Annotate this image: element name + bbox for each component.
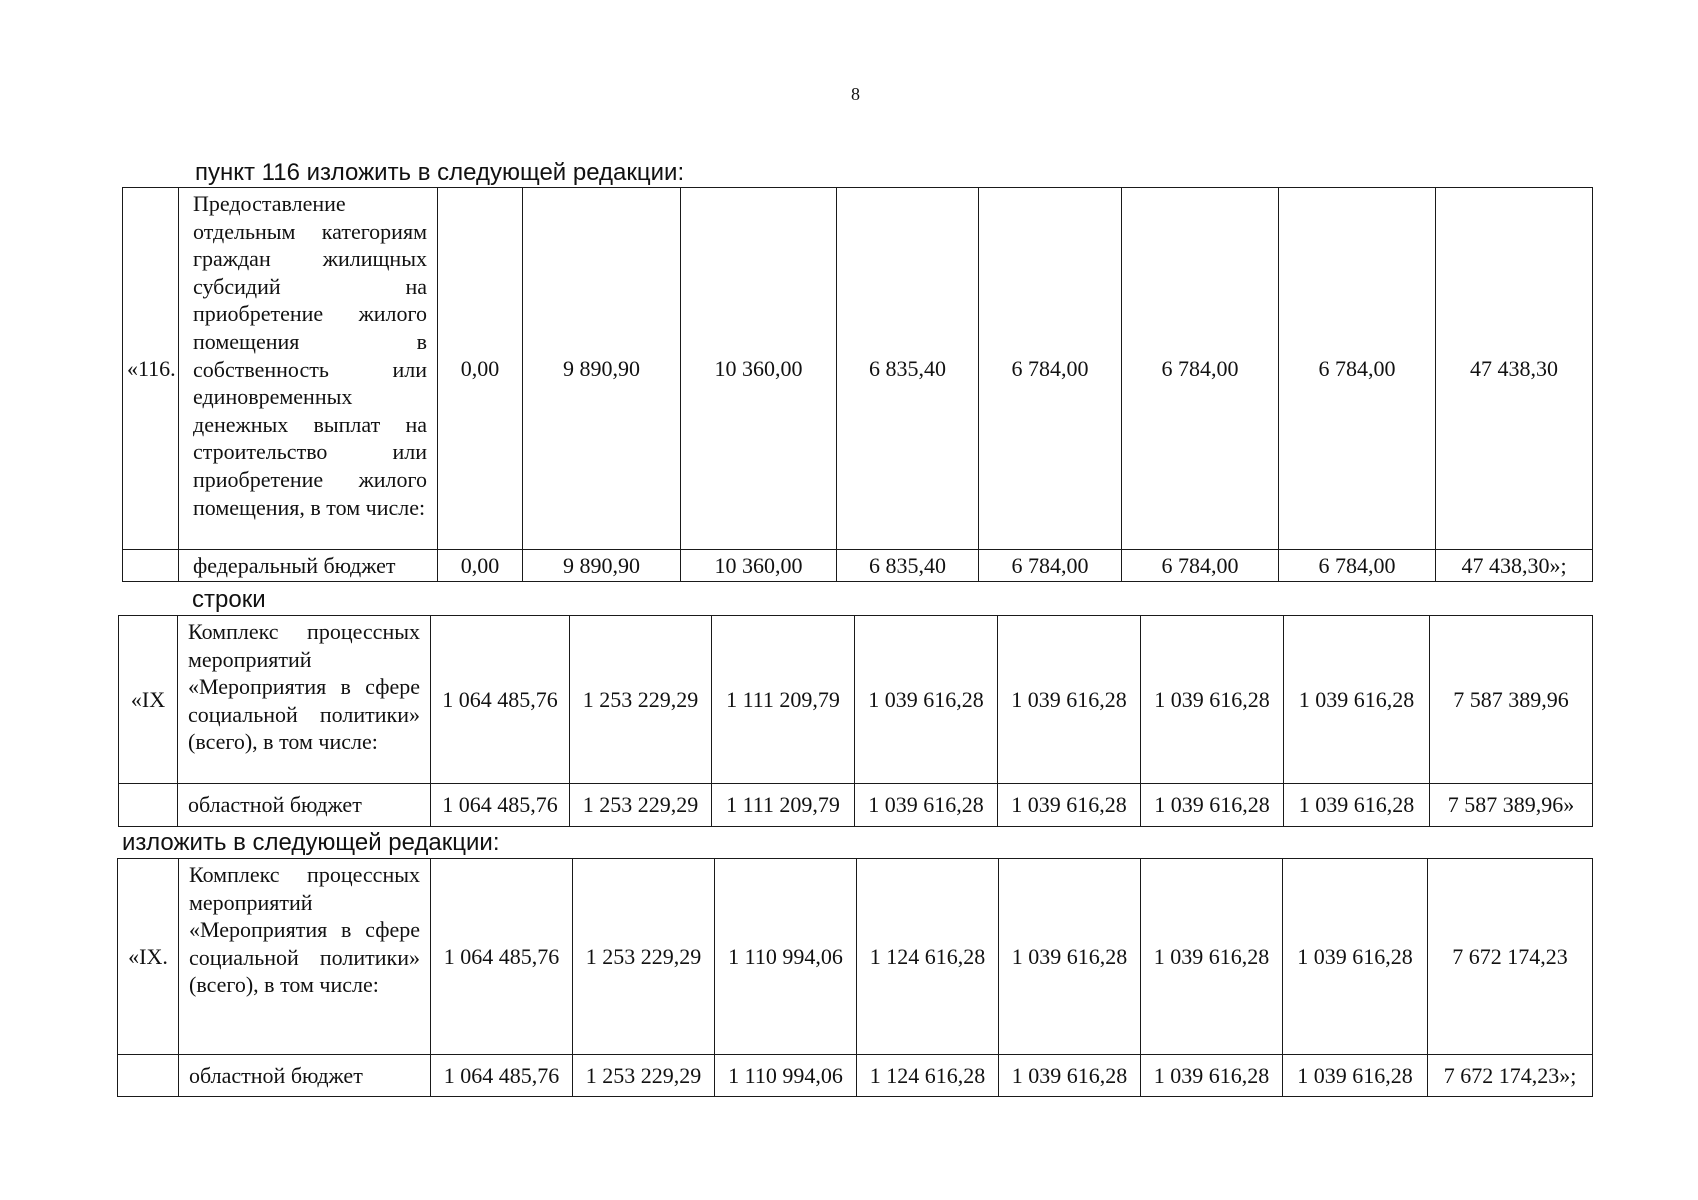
sub-value-cell-1: 1 064 485,76 — [431, 1055, 573, 1097]
value-cell-7: 6 784,00 — [1279, 188, 1436, 550]
value-cell-3: 1 111 209,79 — [712, 616, 855, 784]
amendment-intro-item-116: пункт 116 изложить в следующей редакции: — [195, 159, 685, 186]
value-cell-3: 10 360,00 — [681, 188, 837, 550]
value-cell-3: 1 110 994,06 — [715, 859, 857, 1055]
table-row-sub — [119, 784, 1593, 827]
value-cell-7: 1 039 616,28 — [1283, 859, 1428, 1055]
funding-source-cell: областной бюджет — [179, 1055, 431, 1097]
sub-value-cell-1: 0,00 — [438, 550, 523, 582]
sub-total-cell: 7 587 389,96» — [1430, 784, 1593, 827]
value-cell-5: 6 784,00 — [979, 188, 1122, 550]
total-cell: 47 438,30 — [1436, 188, 1593, 550]
row-number-cell-empty — [123, 550, 179, 582]
sub-value-cell-3: 1 110 994,06 — [715, 1055, 857, 1097]
row-number-cell-empty — [119, 784, 178, 827]
value-cell-6: 6 784,00 — [1122, 188, 1279, 550]
value-cell-4: 1 039 616,28 — [855, 616, 998, 784]
value-cell-1: 1 064 485,76 — [431, 859, 573, 1055]
value-cell-2: 1 253 229,29 — [570, 616, 712, 784]
budget-table-section-ix-new — [117, 858, 1593, 1097]
row-number-cell: «IX — [119, 616, 178, 784]
funding-source-cell: федеральный бюджет — [179, 550, 438, 582]
sub-total-cell: 47 438,30»; — [1436, 550, 1593, 582]
value-cell-2: 1 253 229,29 — [573, 859, 715, 1055]
row-number-cell: «116. — [123, 188, 179, 550]
page-number: 8 — [851, 84, 860, 104]
table-row-main — [119, 616, 1593, 784]
value-cell-6: 1 039 616,28 — [1141, 616, 1284, 784]
sub-value-cell-2: 1 253 229,29 — [573, 1055, 715, 1097]
sub-value-cell-6: 1 039 616,28 — [1141, 1055, 1283, 1097]
sub-value-cell-4: 1 124 616,28 — [857, 1055, 999, 1097]
value-cell-1: 0,00 — [438, 188, 523, 550]
table-row-main — [123, 188, 1593, 550]
sub-value-cell-4: 6 835,40 — [837, 550, 979, 582]
sub-value-cell-1: 1 064 485,76 — [431, 784, 570, 827]
sub-value-cell-5: 6 784,00 — [979, 550, 1122, 582]
sub-value-cell-6: 1 039 616,28 — [1141, 784, 1284, 827]
table-row-main — [118, 859, 1593, 1055]
value-cell-5: 1 039 616,28 — [998, 616, 1141, 784]
sub-value-cell-2: 1 253 229,29 — [570, 784, 712, 827]
total-cell: 7 672 174,23 — [1428, 859, 1593, 1055]
row-description-cell: Комплекс процессных мероприятий «Мероприятия в сфере социальной политики» (всего), в том числе: — [178, 616, 431, 784]
amendment-intro-new-wording: изложить в следующей редакции: — [122, 829, 500, 856]
table-row-sub — [118, 1055, 1593, 1097]
sub-value-cell-4: 1 039 616,28 — [855, 784, 998, 827]
budget-table-item-116 — [122, 187, 1593, 582]
row-number-cell: «IX. — [118, 859, 179, 1055]
value-cell-5: 1 039 616,28 — [999, 859, 1141, 1055]
budget-table-section-ix-old — [118, 615, 1593, 827]
value-cell-2: 9 890,90 — [523, 188, 681, 550]
row-description-cell: Комплекс процессных мероприятий «Мероприятия в сфере социальной политики» (всего), в том числе: — [179, 859, 431, 1055]
row-number-cell-empty — [118, 1055, 179, 1097]
sub-value-cell-3: 1 111 209,79 — [712, 784, 855, 827]
table-row-sub — [123, 550, 1593, 582]
funding-source-cell: областной бюджет — [178, 784, 431, 827]
sub-value-cell-7: 1 039 616,28 — [1284, 784, 1430, 827]
sub-value-cell-5: 1 039 616,28 — [999, 1055, 1141, 1097]
sub-value-cell-5: 1 039 616,28 — [998, 784, 1141, 827]
amendment-intro-rows: строки — [192, 586, 266, 613]
row-description-cell: Предоставление отдельным категориям граждан жилищных субсидий на приобретение жилого помещения в собственность или единовременных денежных выплат на строительство или приобретение жилого помещения, в том числе: — [179, 188, 438, 550]
sub-value-cell-7: 1 039 616,28 — [1283, 1055, 1428, 1097]
total-cell: 7 587 389,96 — [1430, 616, 1593, 784]
value-cell-4: 1 124 616,28 — [857, 859, 999, 1055]
sub-value-cell-2: 9 890,90 — [523, 550, 681, 582]
sub-value-cell-7: 6 784,00 — [1279, 550, 1436, 582]
value-cell-7: 1 039 616,28 — [1284, 616, 1430, 784]
sub-value-cell-6: 6 784,00 — [1122, 550, 1279, 582]
sub-value-cell-3: 10 360,00 — [681, 550, 837, 582]
sub-total-cell: 7 672 174,23»; — [1428, 1055, 1593, 1097]
value-cell-6: 1 039 616,28 — [1141, 859, 1283, 1055]
value-cell-1: 1 064 485,76 — [431, 616, 570, 784]
value-cell-4: 6 835,40 — [837, 188, 979, 550]
